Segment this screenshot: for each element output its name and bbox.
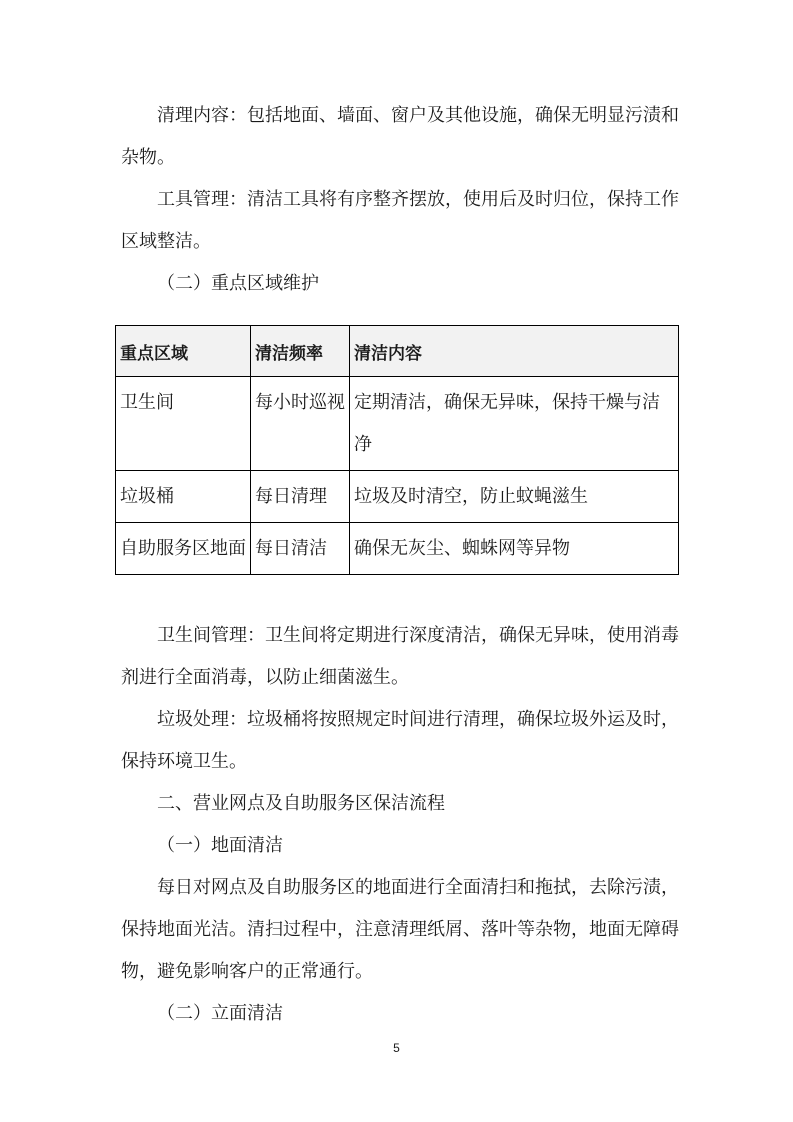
table-cell-frequency: 每小时巡视 bbox=[251, 377, 350, 471]
table-cell-area: 自助服务区地面 bbox=[116, 523, 251, 575]
paragraph-cleaning-content: 清理内容：包括地面、墙面、窗户及其他设施，确保无明显污渍和杂物。 bbox=[121, 105, 679, 168]
paragraph-restroom-management: 卫生间管理：卫生间将定期进行深度清洁，确保无异味，使用消毒剂进行全面消毒，以防止细菌滋生。 bbox=[121, 625, 679, 688]
section-heading-key-areas: （二）重点区域维护 bbox=[157, 273, 319, 294]
table-row bbox=[116, 377, 679, 471]
table-cell-content: 确保无灰尘、蜘蛛网等异物 bbox=[350, 523, 679, 575]
subsection-heading-wall-cleaning: （二）立面清洁 bbox=[157, 1003, 283, 1024]
table-cell-content: 垃圾及时清空，防止蚊蝇滋生 bbox=[350, 471, 679, 523]
paragraph-floor-cleaning: 每日对网点及自助服务区的地面进行全面清扫和拖拭，去除污渍，保持地面光洁。清扫过程中，注意清理纸屑、落叶等杂物，地面无障碍物，避免影响客户的正常通行。 bbox=[121, 877, 679, 982]
table-cell-frequency: 每日清洁 bbox=[251, 523, 350, 575]
table-header-content: 清洁内容 bbox=[350, 326, 679, 377]
table-row bbox=[116, 471, 679, 523]
paragraph-garbage-handling: 垃圾处理：垃圾桶将按照规定时间进行清理，确保垃圾外运及时，保持环境卫生。 bbox=[121, 709, 679, 772]
table-header-row bbox=[116, 326, 679, 377]
page-number: 5 bbox=[393, 1041, 400, 1055]
table-cell-frequency: 每日清理 bbox=[251, 471, 350, 523]
key-area-table bbox=[115, 325, 679, 575]
table-header-area: 重点区域 bbox=[116, 326, 251, 377]
table-cell-area: 卫生间 bbox=[116, 377, 251, 471]
table-header-frequency: 清洁频率 bbox=[251, 326, 350, 377]
paragraph-tool-management: 工具管理：清洁工具将有序整齐摆放，使用后及时归位，保持工作区域整洁。 bbox=[121, 189, 679, 252]
table-row bbox=[116, 523, 679, 575]
table-cell-area: 垃圾桶 bbox=[116, 471, 251, 523]
section-heading-cleaning-process: 二、营业网点及自助服务区保洁流程 bbox=[157, 793, 445, 814]
subsection-heading-floor-cleaning: （一）地面清洁 bbox=[157, 835, 283, 856]
table-cell-content: 定期清洁，确保无异味，保持干燥与洁净 bbox=[350, 377, 679, 471]
